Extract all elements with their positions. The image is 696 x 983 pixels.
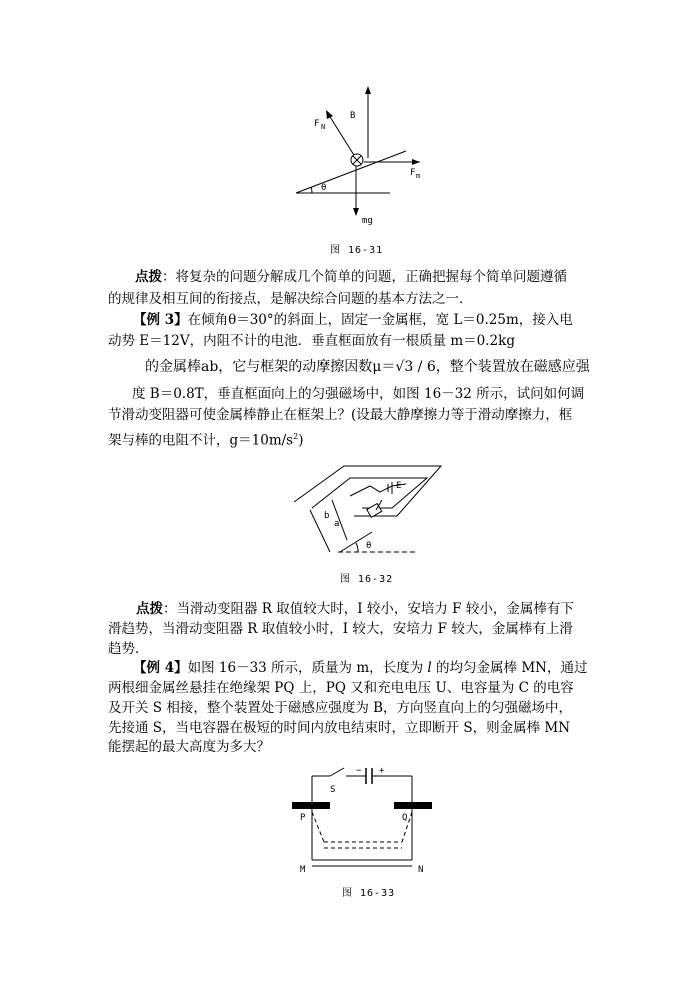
label-s: S [330, 785, 336, 795]
incline-line [296, 151, 406, 193]
caption-16-32: 图 16-32 [340, 574, 394, 585]
ex3-line4: 度 B＝0.8T，垂直框面向上的匀强磁场中，如图 16－32 所示，试问如何调 [132, 386, 585, 402]
support-q [394, 802, 432, 809]
ex3-text6b: ) [298, 432, 304, 449]
support-p [292, 802, 330, 809]
label-fm: F [410, 168, 416, 178]
ex3-line6 [108, 428, 303, 450]
label-fm-sub: m [416, 172, 420, 180]
label-n: N [418, 865, 424, 875]
label-p: P [300, 813, 306, 823]
ex4-line4: 先接通 S，当电容器在极短的时间内放电结束时，立即断开 S，则金属棒 MN [108, 720, 571, 736]
caption-16-31: 图 16-31 [330, 245, 384, 256]
ex3-line5: 节滑动变阻器可使金属棒静止在框架上？(设最大静摩擦力等于滑动摩擦力，框 [108, 407, 573, 423]
rheostat [367, 504, 382, 518]
label-e: E [396, 481, 402, 491]
ex4-text1-l: l [427, 660, 432, 676]
ex3-text6a: 架与棒的电阻不计，g＝10m/s [108, 432, 294, 449]
label-m: M [300, 865, 306, 875]
label-a-rail: a [334, 519, 340, 529]
label-q: Q [402, 813, 408, 823]
tip1-line2: 的规律及相互间的衔接点，是解决综合问题的基本方法之一． [108, 291, 473, 307]
tip2-label: 点拨 [136, 601, 163, 617]
ex4-line1 [133, 659, 587, 677]
label-fn: F [314, 119, 320, 129]
ex3-line3: 的金属棒ab，它与框架的动摩擦因数μ＝√3 / 6，整个装置放在磁感应强 [145, 359, 590, 375]
left-dashed-wire [312, 812, 324, 842]
tip1-label: 点拨 [135, 269, 162, 285]
ex4-label: 【例 4】 [133, 660, 188, 676]
label-b: B [350, 111, 356, 121]
tip2-text1: ：当滑动变阻器 R 取值较大时，I 较小，安培力 F 较小，金属棒有下 [163, 601, 574, 617]
ex3-text1: 在倾角θ＝30°的斜面上，固定一金属框，宽 L＝0.25m，接入电 [187, 312, 573, 328]
label-mg: mg [362, 216, 373, 226]
fig32-theta-arc [356, 543, 358, 552]
ex4-line5: 能摆起的最大高度为多大？ [108, 739, 270, 755]
ex3-line1 [133, 311, 573, 329]
label-b-rail: b [324, 511, 330, 521]
label-theta: θ [321, 183, 327, 193]
tip1-line1 [135, 268, 567, 286]
theta-arc [311, 187, 312, 193]
switch-blade [330, 768, 344, 776]
figure-16-33 [288, 762, 438, 880]
ex4-line3: 及开关 S 相接，整个装置处于磁感应强度为 B，方向竖直向上的匀强磁场中， [108, 700, 573, 716]
tip2-line3: 趋势． [108, 641, 149, 657]
label-plus: + [379, 766, 385, 776]
fn-arrowhead [326, 110, 333, 119]
figure-16-31 [290, 82, 420, 232]
label-minus: − [356, 766, 362, 776]
label-theta-32: θ [366, 541, 372, 551]
inner-frame [312, 478, 427, 508]
mg-arrowhead [353, 208, 359, 216]
fm-arrowhead [412, 159, 420, 165]
ex3-text6-sup: 2 [293, 432, 299, 441]
ex3-line2: 动势 E＝12V，内阻不计的电池．垂直框面放有一根质量 m＝0.2kg [108, 333, 515, 349]
fb-arrowhead [365, 86, 371, 94]
ex3-label: 【例 3】 [133, 312, 188, 328]
tip2-line1 [136, 600, 574, 618]
ex4-line2: 两根细金属丝悬挂在绝缘架 PQ 上，PQ 又和充电电压 U、电容量为 C 的电容 [108, 680, 574, 696]
caption-16-33: 图 16-33 [342, 888, 396, 899]
figure-16-32 [292, 462, 447, 558]
ex4-text1a: 如图 16－33 所示，质量为 m，长度为 [187, 660, 428, 676]
ex4-text1b: 的均匀金属棒 MN，通过 [431, 660, 588, 676]
tip1-text1: ：将复杂的问题分解成几个简单的问题，正确把握每个简单问题遵循 [162, 269, 567, 285]
tip2-line2: 滑趋势，当滑动变阻器 R 取值较小时，I 较大，安培力 F 较大，金属棒有上滑 [108, 621, 573, 637]
label-fn-sub: N [321, 123, 326, 131]
